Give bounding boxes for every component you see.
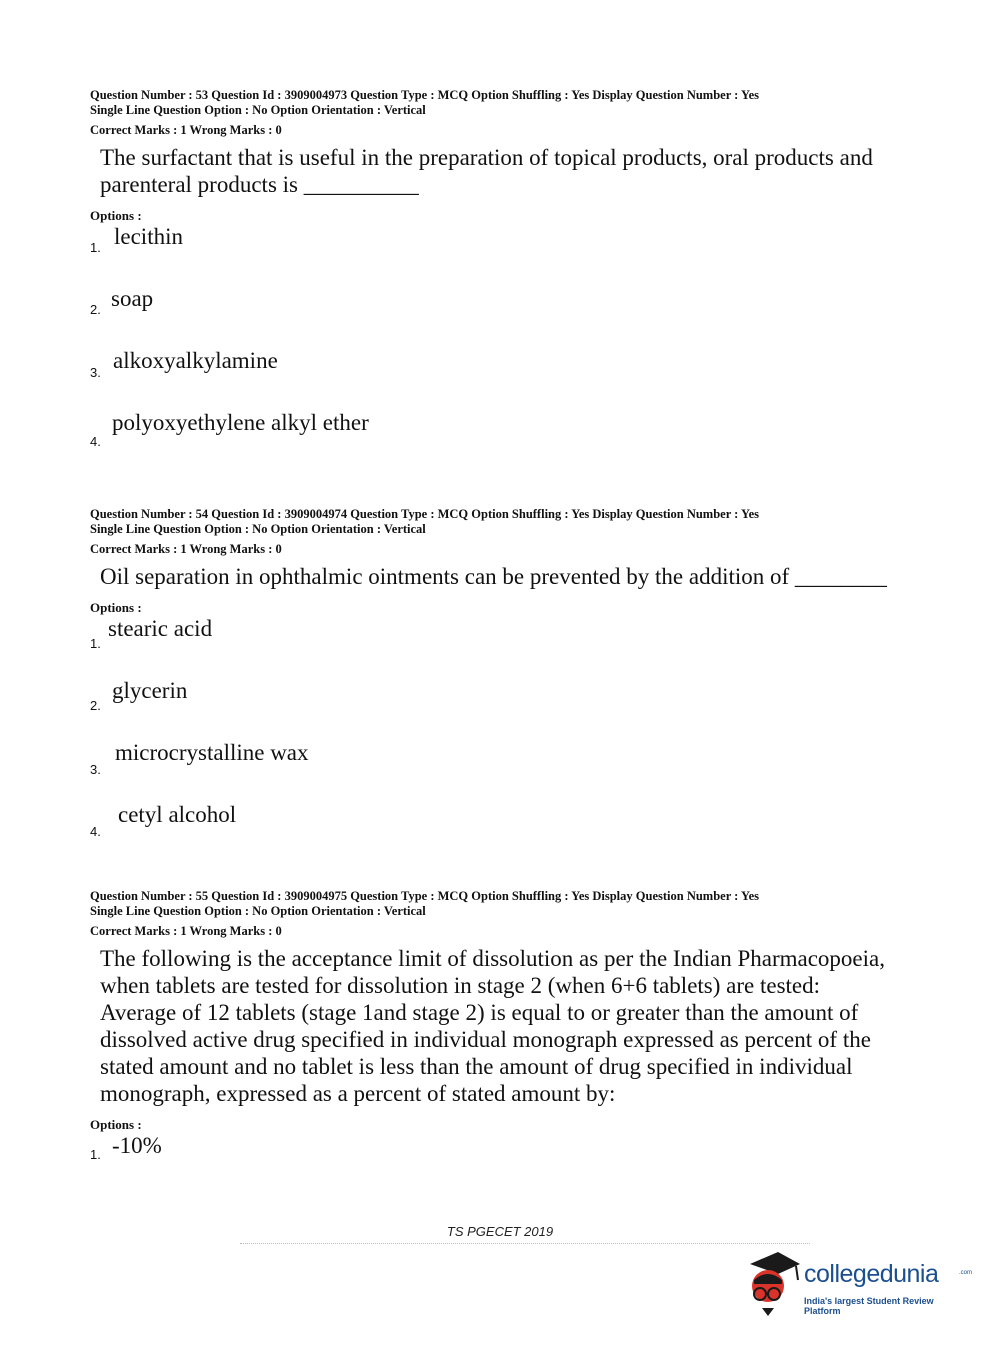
question-meta-line2: Single Line Question Option : No Option Orientation : Vertical [90, 103, 426, 117]
question-meta-line1: Question Number : 55 Question Id : 3909004975 Question Type : MCQ Option Shuffling : Yes Display Question Number : Yes [90, 889, 760, 903]
options-label: Options : [90, 208, 142, 223]
option-number: 3. [90, 365, 101, 380]
option-text: polyoxyethylene alkyl ether [112, 410, 369, 435]
option-number: 4. [90, 824, 101, 839]
logo-domain: .com [959, 1270, 973, 1276]
option-number: 2. [90, 698, 101, 713]
options-label: Options : [90, 1117, 142, 1132]
collegedunia-logo [742, 1250, 972, 1320]
question-55 [90, 889, 930, 1173]
option-1 [90, 224, 930, 286]
question-53 [90, 88, 930, 472]
graduate-mascot-icon [742, 1250, 802, 1320]
option-text: lecithin [114, 224, 183, 249]
option-2 [90, 286, 930, 348]
question-meta-line1: Question Number : 53 Question Id : 3909004973 Question Type : MCQ Option Shuffling : Yes Display Question Number : Yes [90, 88, 760, 102]
question-text-line: Oil separation in ophthalmic ointments can be prevented by the addition of ________ [100, 564, 887, 589]
option-number: 1. [90, 1147, 101, 1162]
option-text: stearic acid [108, 616, 213, 641]
option-3 [90, 348, 930, 410]
question-text [100, 563, 930, 590]
question-text-line: dissolved active drug specified in individual monograph expressed as percent of the [100, 1027, 871, 1052]
option-text: soap [111, 286, 154, 311]
question-text-line: The following is the acceptance limit of dissolution as per the Indian Pharmacopoeia, [100, 946, 885, 971]
question-text-line: stated amount and no tablet is less than the amount of drug specified in individual [100, 1054, 853, 1079]
option-number: 4. [90, 434, 101, 449]
exam-footer-title: TS PGECET 2019 [446, 1224, 554, 1239]
logo-tagline: India's largest Student Review Platform [804, 1296, 934, 1316]
question-text [100, 144, 930, 198]
option-2 [90, 678, 930, 740]
footer-divider [240, 1243, 810, 1244]
question-text-line: The surfactant that is useful in the preparation of topical products, oral products and [100, 145, 873, 170]
question-text-line: monograph, expressed as a percent of stated amount by: [100, 1081, 616, 1106]
question-text-line: parenteral products is __________ [100, 172, 419, 197]
question-meta-line1: Question Number : 54 Question Id : 3909004974 Question Type : MCQ Option Shuffling : Yes Display Question Number : Yes [90, 507, 760, 521]
option-1 [90, 1133, 930, 1173]
option-4 [90, 410, 930, 472]
question-text [100, 945, 930, 1107]
option-text: alkoxyalkylamine [113, 348, 278, 373]
question-meta-line2: Single Line Question Option : No Option Orientation : Vertical [90, 904, 426, 918]
option-4 [90, 802, 930, 864]
option-text: -10% [112, 1133, 162, 1158]
option-text: microcrystalline wax [115, 740, 309, 765]
question-meta-line2: Single Line Question Option : No Option Orientation : Vertical [90, 522, 426, 536]
option-number: 3. [90, 762, 101, 777]
question-54 [90, 507, 930, 864]
logo-wordmark: collegedunia [804, 1260, 939, 1288]
option-number: 2. [90, 302, 101, 317]
option-1 [90, 616, 930, 678]
question-text-line: Average of 12 tablets (stage 1and stage 2) is equal to or greater than the amount of [100, 1000, 859, 1025]
question-text-line: when tablets are tested for dissolution in stage 2 (when 6+6 tablets) are tested: [100, 973, 821, 998]
question-marks: Correct Marks : 1 Wrong Marks : 0 [90, 924, 282, 938]
options-label: Options : [90, 600, 142, 615]
question-marks: Correct Marks : 1 Wrong Marks : 0 [90, 123, 282, 137]
option-number: 1. [90, 636, 101, 651]
option-text: cetyl alcohol [118, 802, 237, 827]
question-marks: Correct Marks : 1 Wrong Marks : 0 [90, 542, 282, 556]
option-number: 1. [90, 240, 101, 255]
option-text: glycerin [112, 678, 188, 703]
option-3 [90, 740, 930, 802]
